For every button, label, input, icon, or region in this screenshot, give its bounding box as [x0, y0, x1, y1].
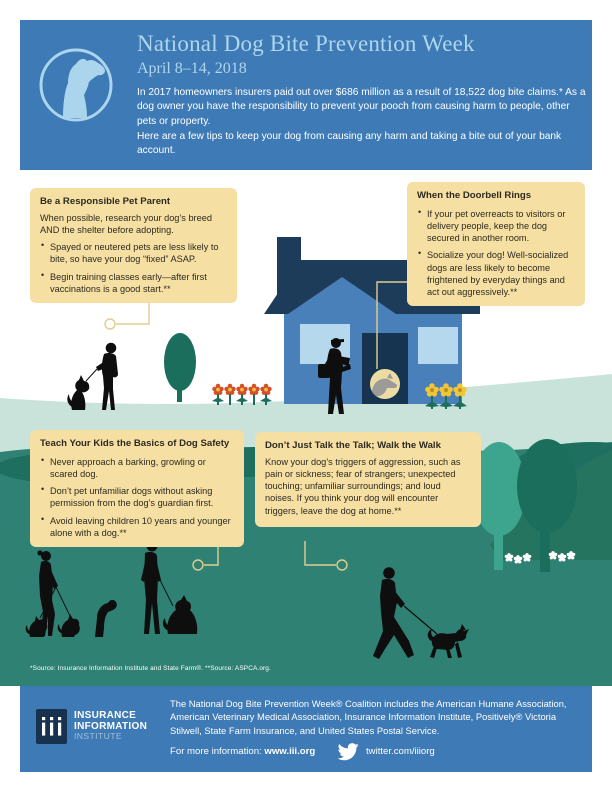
bullet-item: • Never approach a barking, growling or scared dog. — [40, 456, 234, 480]
bullet-item: • Begin training classes early—after first vaccinations is a good start.** — [40, 271, 227, 295]
coalition-text: The National Dog Bite Prevention Week® Coalition includes the American Humane Association, American Veterinary Medical Association, Insurance Information Institute, Positively® Victoria Stilwell, State Farm Insurance, and United States Postal Service. — [170, 698, 567, 736]
footer-bar — [20, 686, 592, 772]
twitter-bird-icon[interactable] — [338, 743, 359, 761]
bullet-item: • Don’t pet unfamiliar dogs without asking permission from the dog’s guardian first. — [40, 485, 234, 509]
header-paragraph-2: Here are a few tips to keep your dog from causing any harm and taking a bite out of your bank account. — [137, 131, 562, 157]
more-info-label: For more information: — [170, 746, 265, 757]
callout-responsible-pet-parent — [30, 188, 237, 303]
dog-in-door-window-icon — [370, 369, 400, 399]
logo-line: INSTITUTE — [74, 731, 122, 741]
logo-line: INFORMATION — [74, 721, 148, 732]
header-paragraph-1: In 2017 homeowners insurers paid out over $686 million as a result of 18,522 dog bite claims.* As a dog owner you have the responsibility to prevent your pooch from causing harm to people, other pets or property. — [137, 87, 586, 127]
page-subtitle: April 8–14, 2018 — [137, 60, 247, 77]
callout-title: When the Doorbell Rings — [417, 190, 532, 201]
callout-title: Teach Your Kids the Basics of Dog Safety — [40, 438, 230, 449]
bullet-item: • Spayed or neutered pets are less likely to bite, so have your dog “fixed” ASAP. — [40, 241, 227, 265]
callout-intro: Know your dog’s triggers of aggression, such as pain or sickness; fear of strangers; unexpected touching; unfamiliar surroundings; and loud noises. If you think your dog will encounter triggers, leave the dog at home.** — [265, 456, 461, 516]
callout-bullet-list — [417, 208, 575, 299]
tree-small — [164, 333, 196, 402]
header-banner — [20, 20, 592, 170]
source-note: *Source: Insurance Information Institute and State Farm®. **Source: ASPCA.org. — [30, 665, 271, 672]
callout-walk-the-walk — [255, 432, 481, 527]
iii-logo — [36, 709, 171, 749]
window-right — [418, 327, 458, 364]
logo-line: INSURANCE — [74, 710, 137, 721]
page-title: National Dog Bite Prevention Week — [137, 31, 475, 56]
iii-logo-icon — [36, 709, 67, 744]
twitter-handle[interactable]: twitter.com/iiiorg — [366, 746, 435, 757]
yellow-flowers — [425, 383, 467, 409]
callout-bullet-list — [40, 241, 227, 295]
bullet-item: • Avoid leaving children 10 years and younger alone with a dog.** — [40, 515, 234, 539]
callout-bullet-list — [40, 456, 234, 539]
callout-title: Be a Responsible Pet Parent — [40, 196, 171, 207]
bullet-item: • If your pet overreacts to visitors or delivery people, keep the dog secured in another room. — [417, 208, 575, 245]
more-info-line — [170, 746, 315, 757]
dog-profile-icon — [36, 44, 116, 124]
iii-logo-text — [74, 710, 147, 741]
callout-title: Don’t Just Talk the Talk; Walk the Walk — [265, 440, 441, 451]
callout-intro: When possible, research your dog’s breed AND the shelter before adopting. — [40, 212, 212, 235]
callout-doorbell-rings — [407, 182, 585, 306]
red-flowers — [212, 384, 272, 405]
bullet-item: • Socialize your dog! Well-socialized dogs are less likely to become frightened by everyday things and act out aggressively.** — [417, 249, 575, 298]
callout-teach-kids — [30, 430, 244, 547]
dog-trainer-silhouette — [67, 343, 118, 410]
website-link[interactable]: www.iii.org — [264, 746, 316, 757]
